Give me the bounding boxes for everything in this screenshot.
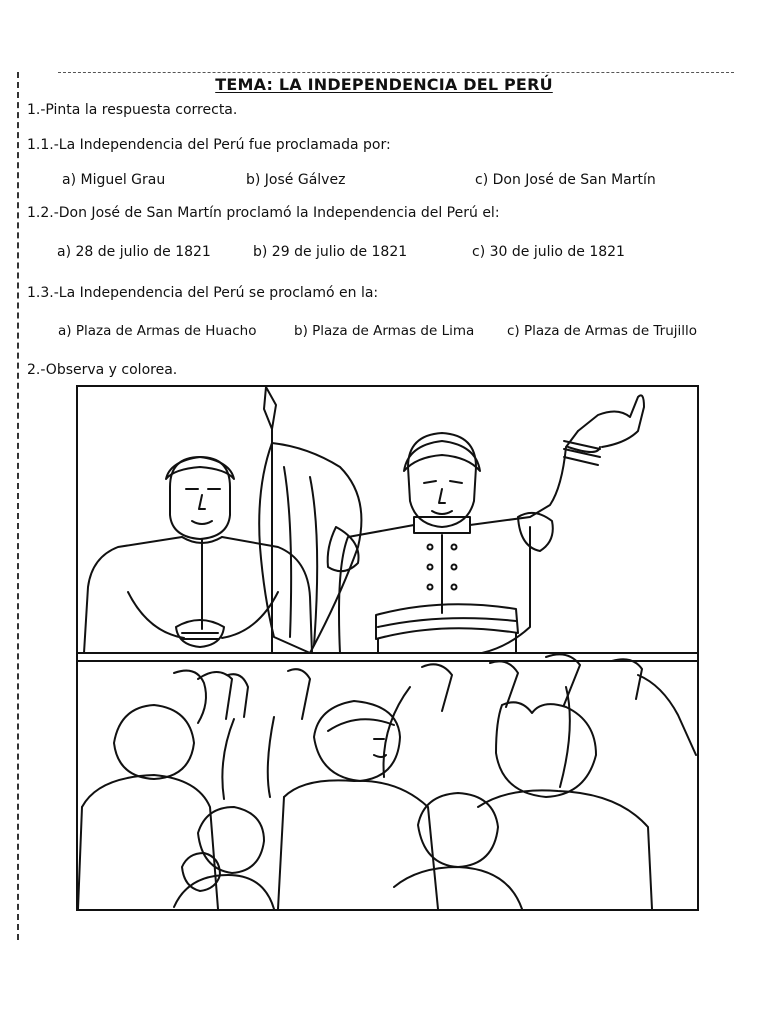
q1-3-option-a[interactable]: a) Plaza de Armas de Huacho [58, 323, 257, 339]
q1-1-option-a[interactable]: a) Miguel Grau [62, 172, 166, 188]
top-dashed-border [58, 72, 734, 73]
san-martin-figure [328, 395, 644, 653]
section2-heading: 2.-Observa y colorea. [27, 362, 178, 378]
crowd [78, 654, 696, 909]
section1-heading: 1.-Pinta la respuesta correcta. [27, 102, 238, 118]
q1-2-option-b[interactable]: b) 29 de julio de 1821 [253, 244, 408, 260]
question-1-2: 1.2.-Don José de San Martín proclamó la Independencia del Perú el: [27, 205, 500, 221]
q1-2-option-c[interactable]: c) 30 de julio de 1821 [472, 244, 625, 260]
q1-1-option-c[interactable]: c) Don José de San Martín [475, 172, 656, 188]
balcony-rail [78, 653, 697, 661]
q1-3-option-b[interactable]: b) Plaza de Armas de Lima [294, 323, 475, 339]
q1-2-option-a[interactable]: a) 28 de julio de 1821 [57, 244, 211, 260]
q1-3-option-c[interactable]: c) Plaza de Armas de Trujillo [507, 323, 698, 339]
left-dashed-border [17, 72, 19, 940]
priest-figure [84, 457, 312, 653]
question-1-1: 1.1.-La Independencia del Perú fue proclamada por: [27, 137, 391, 153]
page-title: TEMA: LA INDEPENDENCIA DEL PERÚ [215, 75, 553, 94]
question-1-3: 1.3.-La Independencia del Perú se proclamó en la: [27, 285, 379, 301]
coloring-illustration[interactable] [76, 385, 699, 911]
q1-1-option-b[interactable]: b) José Gálvez [246, 172, 346, 188]
